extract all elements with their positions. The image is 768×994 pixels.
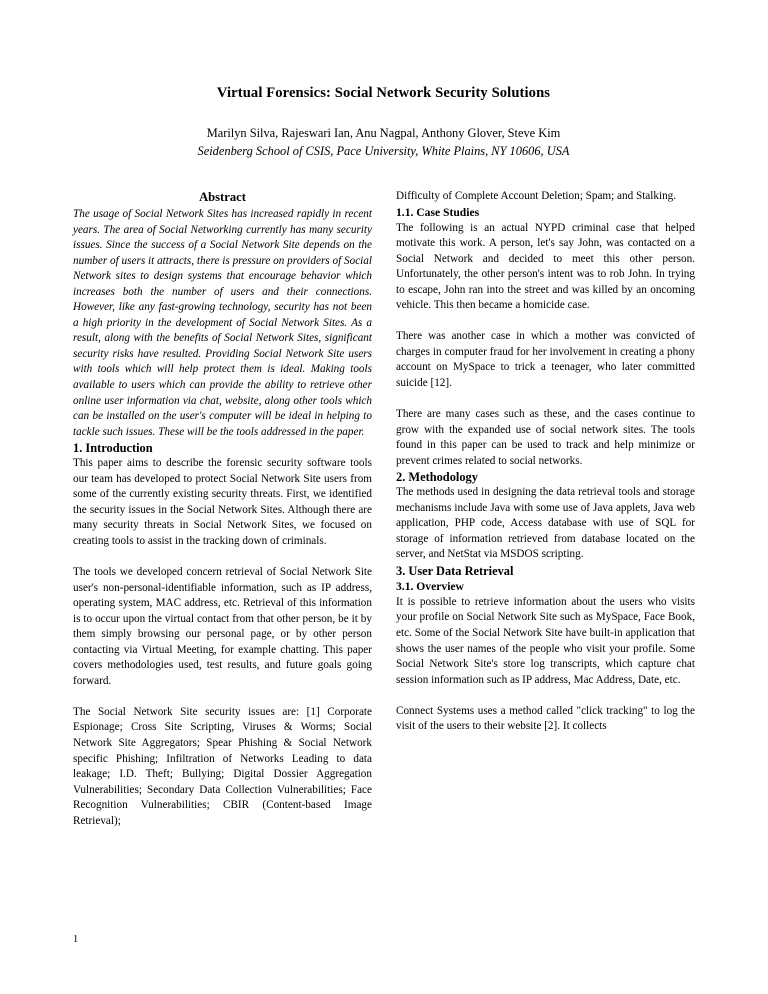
intro-paragraph-3: The Social Network Site security issues are: [1] Corporate Espionage; Cross Site Scripting, Viruses & Worms; Social Network Site Aggregators; Spear Phishing & Social Network specific Phishing; Infiltration of Networks Leading to data leakage; I.D. Theft; Bullying; Digital Dossier Aggregation Vulnerabilities; Secondary Data Collection Vulnerabilities; Face Recognition Vulnerabilities; CBIR (Content-based Image Retrieval);: [73, 705, 372, 827]
subsection-heading-overview: 3.1. Overview: [396, 579, 464, 593]
security-issues-continued: Difficulty of Complete Account Deletion; Spam; and Stalking.: [396, 190, 677, 202]
overview-paragraph-2: Connect Systems uses a method called "click tracking" to log the visit of the users to their website [2]. It collects: [396, 704, 695, 733]
page-title: Virtual Forensics: Social Network Security Solutions: [216, 85, 551, 101]
intro-paragraph-1: This paper aims to describe the forensic security software tools our team has developed to protect Social Network Site users from some of the currently existing security threats. First, we identified the security issues in the Social Network Sites. Although there are many security threats in Social Network Sites, we focused on creating tools to assist in the tracking down of criminals.: [73, 457, 372, 547]
abstract-text: The usage of Social Network Sites has increased rapidly in recent years. The area of Social Networking currently has many security issues. Since the success of a Social Network Site depends on the number of users it attracts, there is pressure on providers of Social Network sites to design systems that encourage behavior which increases both the number of users and their connections. However, like any fast-growing technology, security has not been a high priority in the development of Social Network Sites. As a result, along with the benefits of Social Network Sites, significant security risks have resulted. Providing Social Network Site users with tools which will help protect them is ideal. Making tools available to users which can provide the ability to retrieve other online user information via chat, website, along other tools which can be installed on the user's computer will be ideal in helping to tackle such issues. These will be the tools addressed in the paper.: [73, 208, 372, 438]
case-study-paragraph-2: There was another case in which a mother was convicted of charges in computer fraud for her involvement in creating a phony account on MySpace to trick a teenager, who later committed suicide [12].: [396, 330, 695, 389]
section-heading-methodology: 2. Methodology: [396, 470, 478, 485]
case-study-paragraph-3: There are many cases such as these, and the cases continue to grow with the expanded use of social network sites. The tools found in this paper can be used to track and help minimize or prevent crimes related to social networks.: [396, 408, 695, 467]
right-column: [396, 189, 695, 735]
author-list: Marilyn Silva, Rajeswari Ian, Anu Nagpal, Anthony Glover, Steve Kim: [206, 126, 561, 140]
title-block: [73, 84, 694, 160]
left-column: [73, 189, 372, 829]
affiliation: Seidenberg School of CSIS, Pace University, White Plains, NY 10606, USA: [197, 144, 570, 158]
section-heading-user-data-retrieval: 3. User Data Retrieval: [396, 563, 514, 578]
page-number: 1: [73, 934, 79, 945]
intro-paragraph-2: The tools we developed concern retrieval of Social Network Site user's non-personal-identifiable information, such as IP address, operating system, MAC address, etc. Retrieval of this information is to occur upon the virtual contact from that other person, be it by them simply browsing our personal page, or by other person contacting via Virtual Meeting, for example chatting. This paper covers methodologies used, test results, and future goals going forward.: [73, 565, 372, 687]
case-study-paragraph-1: The following is an actual NYPD criminal case that helped motivate this work. A person, let's say John, was contacted on a Social Network and decided to meet this other person. Unfortunately, the other person's intent was to rob John. In trying to escape, John ran into the street and was killed by an oncoming vehicle. This then became a homicide case.: [396, 221, 695, 312]
subsection-heading-case-studies: 1.1. Case Studies: [396, 205, 480, 219]
section-heading-introduction: 1. Introduction: [73, 441, 153, 456]
overview-paragraph-1: It is possible to retrieve information about the users who visits your profile on Social Network Site such as MySpace, Face Book, etc. Some of the Social Network Site have built-in application that shows the user names of the people who visit your profile. Some Social Network Site's store log transcripts, which capture chat session information such as IP address, Mac Address, Date, etc.: [396, 595, 695, 686]
abstract-heading: Abstract: [199, 190, 246, 204]
methodology-paragraph: The methods used in designing the data retrieval tools and storage mechanisms include Java with some use of Java applets, Java web application, PHP code, Access database with use of SQL for storage of information retrieved from database located on the server, and NetStat via MSDOS scripting.: [396, 486, 695, 561]
